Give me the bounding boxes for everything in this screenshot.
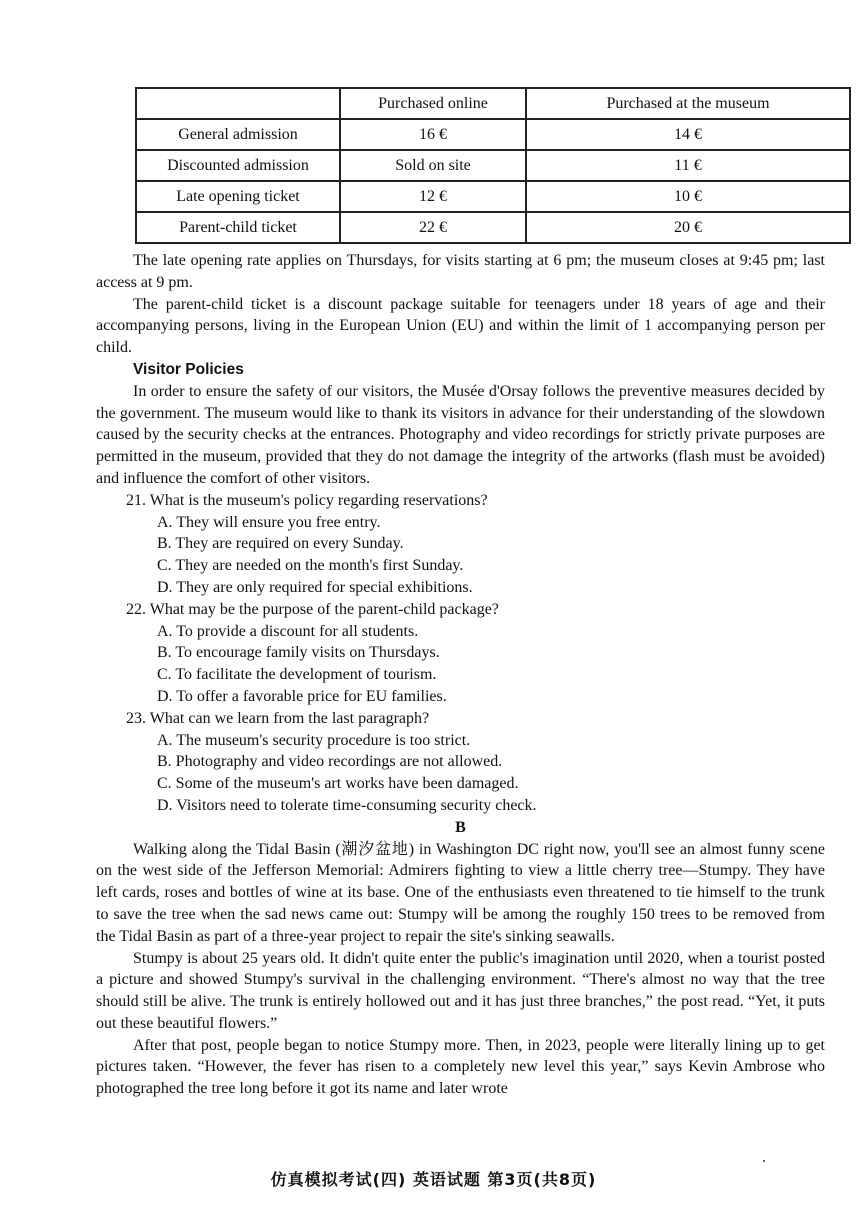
- paragraph: Walking along the Tidal Basin (潮汐盆地) in Washington DC right now, you'll see an almost funny scene on the west side of the Jefferson Memorial: Admirers fighting to view a little cherry tree—Stumpy. They have left cards, roses and bottles of wine at its base. One of the enthusiasts even threatened to tie himself to the trunk to save the tree when the sad news came out: Stumpy will be among the roughly 150 trees to be removed from the Tidal Basin as part of a three-year project to repair the site's sinking seawalls.: [96, 840, 825, 945]
- table-cell: 14 €: [526, 119, 850, 150]
- table-cell: 12 €: [340, 181, 526, 212]
- paragraph: Stumpy is about 25 years old. It didn't quite enter the public's imagination until 2020, when a tourist posted a picture and showed Stumpy's survival in the challenging environment. “There's almost no way that the tree should still be alive. The trunk is entirely hollowed out and it has just three branches,” the post read. “Yet, it puts out these beautiful flowers.”: [96, 949, 825, 1032]
- answer-option: C. To facilitate the development of tourism.: [157, 666, 437, 684]
- answer-option: B. They are required on every Sunday.: [157, 535, 404, 553]
- table-header-cell: Purchased online: [340, 88, 526, 119]
- table-cell: Sold on site: [340, 150, 526, 181]
- table-cell: 11 €: [526, 150, 850, 181]
- answer-option: C. They are needed on the month's first Sunday.: [157, 557, 464, 575]
- answer-option: D. To offer a favorable price for EU families.: [157, 687, 447, 705]
- table-header-cell: [136, 88, 340, 119]
- answer-option: A. They will ensure you free entry.: [157, 513, 381, 531]
- ticket-price-table: [135, 87, 851, 244]
- table-row: [136, 212, 850, 243]
- answer-option: B. Photography and video recordings are not allowed.: [157, 753, 503, 771]
- answer-option: A. The museum's security procedure is too strict.: [157, 731, 471, 749]
- table-row: [136, 181, 850, 212]
- question-stem: 22. What may be the purpose of the parent-child package?: [126, 600, 499, 618]
- question-21: [126, 490, 825, 599]
- table-cell: Late opening ticket: [136, 181, 340, 212]
- table-cell: Parent-child ticket: [136, 212, 340, 243]
- table-cell: Discounted admission: [136, 150, 340, 181]
- passage-a-text: [96, 250, 825, 1100]
- table-cell: General admission: [136, 119, 340, 150]
- question-stem: 21. What is the museum's policy regarding reservations?: [126, 491, 488, 509]
- answer-option: C. Some of the museum's art works have been damaged.: [157, 775, 519, 793]
- page-footer: 仿真模拟考试(四) 英语试题 第3页(共8页): [270, 1170, 597, 1189]
- paragraph: In order to ensure the safety of our visitors, the Musée d'Orsay follows the preventive measures decided by the government. The museum would like to thank its visitors in advance for their understanding of the slowdown caused by the security checks at the entrances. Photography and video recordings for strictly private purposes are permitted in the museum, provided that they do not damage the integrity of the artworks (flash must be avoided) and influence the comfort of other visitors.: [96, 382, 825, 487]
- paragraph: The late opening rate applies on Thursdays, for visits starting at 6 pm; the museum closes at 9:45 pm; last access at 9 pm.: [96, 252, 825, 291]
- answer-option: D. They are only required for special exhibitions.: [157, 578, 473, 596]
- table-row: [136, 119, 850, 150]
- question-stem: 23. What can we learn from the last paragraph?: [126, 709, 430, 727]
- table-cell: 20 €: [526, 212, 850, 243]
- table-row: [136, 150, 850, 181]
- table-cell: 16 €: [340, 119, 526, 150]
- paragraph: The parent-child ticket is a discount package suitable for teenagers under 18 years of age and their accompanying persons, living in the European Union (EU) and within the limit of 1 accompanying person per child.: [96, 295, 825, 357]
- table-header-row: [136, 88, 850, 119]
- table-cell: 22 €: [340, 212, 526, 243]
- answer-option: A. To provide a discount for all students.: [157, 622, 419, 640]
- answer-option: D. Visitors need to tolerate time-consuming security check.: [157, 796, 537, 814]
- table-header-cell: Purchased at the museum: [526, 88, 850, 119]
- visitor-policies-heading: Visitor Policies: [133, 360, 244, 378]
- stray-mark: [763, 1160, 765, 1162]
- question-23: [126, 708, 825, 817]
- paragraph: After that post, people began to notice Stumpy more. Then, in 2023, people were literally lining up to get pictures taken. “However, the fever has risen to a completely new level this year,” says Kevin Ambrose who photographed the tree long before it got its name and later wrote: [96, 1036, 825, 1098]
- section-b-heading: B: [455, 818, 466, 836]
- table-cell: 10 €: [526, 181, 850, 212]
- answer-option: B. To encourage family visits on Thursdays.: [157, 644, 440, 662]
- question-22: [126, 599, 825, 708]
